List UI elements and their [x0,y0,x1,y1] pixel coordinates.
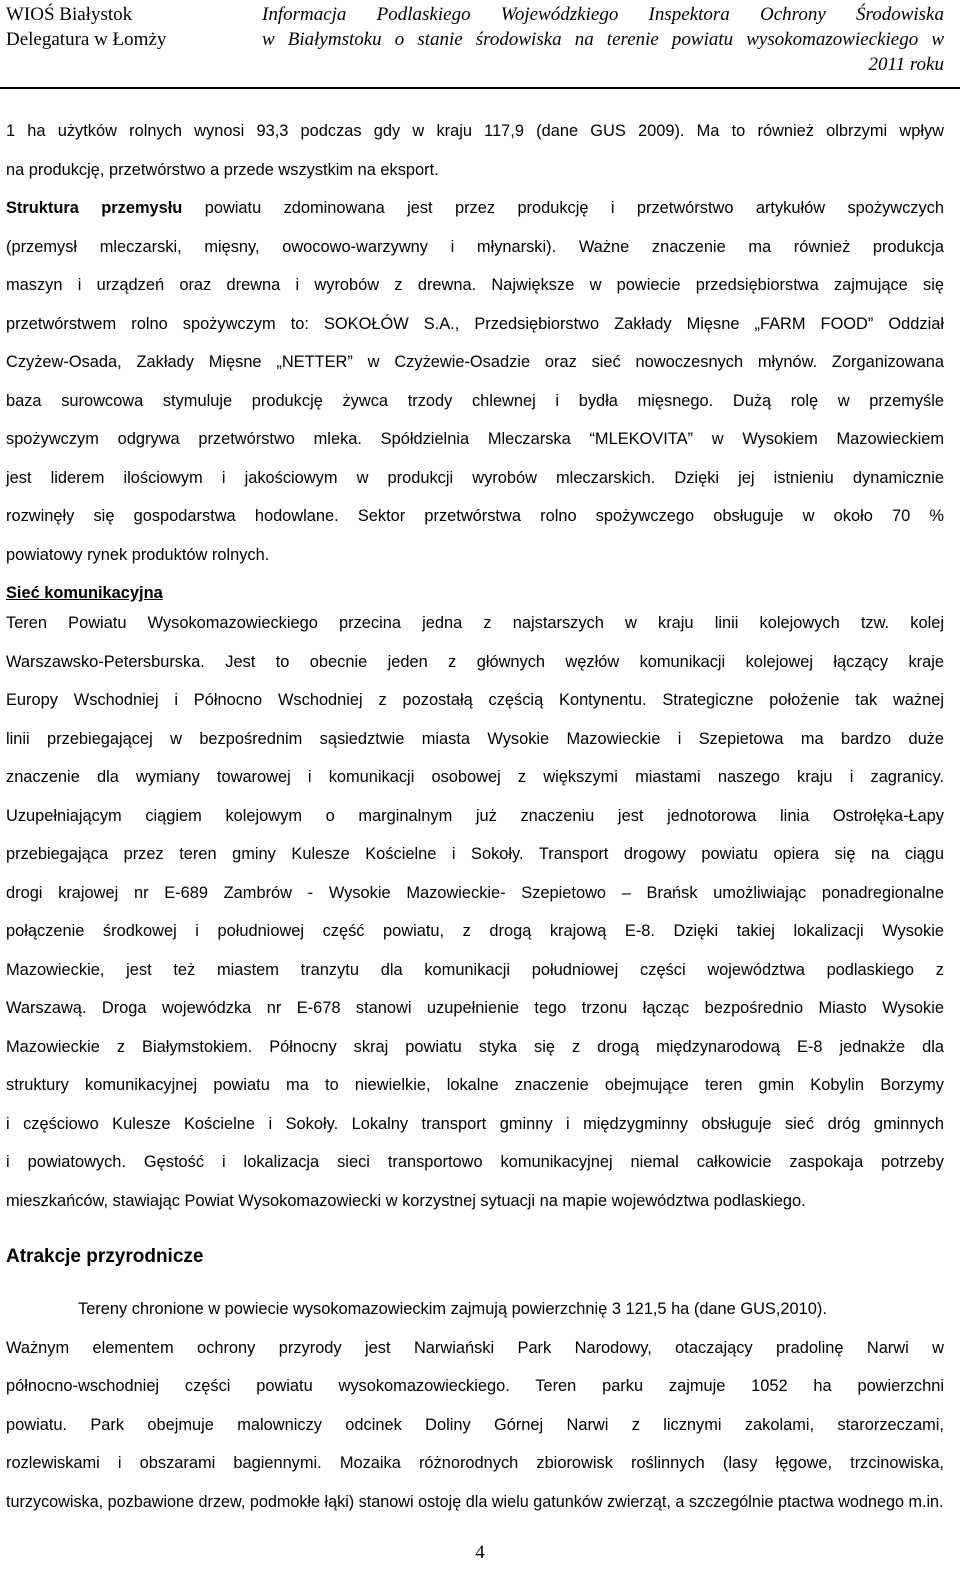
text-line: mieszkańców, stawiając Powiat Wysokomazowiecki w korzystnej sytuacji na mapie województwa podlaskiego. [6,1191,806,1210]
paragraph-nature [6,1290,944,1521]
section-heading-nature: Atrakcje przyrodnicze [6,1246,204,1267]
text-line: powiatowy rynek produktów rolnych. [6,545,270,564]
text-line: spożywczym odgrywa przetwórstwo mleka. Spółdzielnia Mleczarska “MLEKOVITA” w Wysokiem Mazowieckiem [6,430,944,448]
text-line: Mazowieckie, jest też miastem tranzytu dla komunikacji południowej części województwa podlaskiego z [6,960,944,979]
section-heading-network: Sieć komunikacyjna [6,584,163,602]
text-line: Warszawsko-Petersburska. Jest to obecnie jeden z głównych węzłów komunikacji kolejowej łączący kraje [6,652,944,671]
text-line: i częściowo Kulesze Kościelne i Sokoły. Lokalny transport gminny i międzygminny obsługuje sieć dróg gminnych [6,1114,944,1133]
text-line: powiatu. Park obejmuje malowniczy odcinek Doliny Górnej Narwi z licznymi zakolami, starorzeczami, [6,1415,944,1434]
text-line: struktury komunikacyjnej powiatu ma to niewielkie, lokalne znaczenie obejmujące teren gmin Kobylin Borzymy [6,1076,944,1094]
text-line: 1 ha użytków rolnych wynosi 93,3 podczas gdy w kraju 117,9 (dane GUS 2009). Ma to również olbrzymi wpływ [6,122,944,140]
text-line: znaczenie dla wymiany towarowej i komunikacji osobowej z większymi miastami naszego kraju i zagranicy. [6,768,944,786]
text-line: połączenie środkowej i południowej część powiatu, z drogą krajową E-8. Dzięki takiej lokalizacji Wysokie [6,922,944,940]
text-line: (przemysł mleczarski, mięsny, owocowo-warzywny i młynarski). Ważne znaczenie ma również produkcja [6,237,944,256]
document-body [6,112,944,1521]
text-line: Tereny chronione w powiecie wysokomazowieckim zajmują powierzchnię 3 121,5 ha (dane GUS,2010). [78,1300,827,1318]
text-line: Ważnym elementem ochrony przyrody jest Narwiański Park Narodowy, otaczający pradolinę Narwi w [6,1338,944,1357]
text-line: przetwórstwem rolno spożywczym to: SOKOŁÓW S.A., Przedsiębiorstwo Zakłady Mięsne „FARM FOOD” Oddział [6,314,944,333]
text-line: i powiatowych. Gęstość i lokalizacja sieci transportowo komunikacyjnej niemal całkowicie zaspokaja potrzeby [6,1153,944,1171]
paragraph-network [6,604,944,1220]
header-title-line-2: w Białymstoku o stanie środowiska na terenie powiatu wysokomazowieckiego w [262,29,944,50]
text-line: rozwinęły się gospodarstwa hodowlane. Sektor przetwórstwa rolno spożywczego obsługuje w około 70 % [6,507,944,525]
header-report-title [262,2,944,77]
text-line: przebiegająca przez teren gminy Kulesze Kościelne i Sokoły. Transport drogowy powiatu opiera się na ciągu [6,845,944,863]
header-title-line-3: 2011 roku [868,54,944,75]
header-title-line-1: Informacja Podlaskiego Wojewódzkiego Inspektora Ochrony Środowiska [262,4,944,25]
text-line: Europy Wschodniej i Północno Wschodniej z pozostałą częścią Kontynentu. Strategiczne położenie tak ważnej [6,691,944,709]
paragraph-agriculture [6,112,944,189]
paragraph-industry [6,189,944,574]
text-line: maszyn i urządzeń oraz drewna i wyrobów z drewna. Największe w powiecie przedsiębiorstwa zajmujące się [6,276,944,294]
industry-structure-label: Struktura przemysłu [6,199,183,217]
text-line: Uzupełniającym ciągiem kolejowym o marginalnym już znaczeniu jest jednotorowa linia Ostrołęka-Łapy [6,806,944,825]
text-line: Warszawą. Droga wojewódzka nr E-678 stanowi uzupełnienie tego trzonu łącząc bezpośrednio Miasto Wysokie [6,999,944,1017]
text-line: Czyżew-Osada, Zakłady Mięsne „NETTER” w Czyżewie-Osadzie oraz sieć nowoczesnych młynów. Zorganizowana [6,353,944,371]
page-header [0,0,960,88]
page-number: 4 [475,1542,485,1563]
header-divider [0,87,960,89]
header-delegation: Delegatura w Łomży [6,29,167,50]
text-line: Mazowieckie z Białymstokiem. Północny skraj powiatu styka się z drogą międzynarodową E-8 jednakże dla [6,1037,944,1056]
header-org [6,2,166,52]
text-line: baza surowcowa stymuluje produkcję żywca trzody chlewnej i bydła mięsnego. Dużą rolę w przemyśle [6,391,944,410]
text-line: rozlewiskami i obszarami bagiennymi. Mozaika różnorodnych zbiorowisk roślinnych (lasy łęgowe, trzcinowiska, [6,1454,944,1472]
header-org-name: WIOŚ Białystok [6,4,133,25]
text-line [6,189,944,228]
text-line: na produkcję, przetwórstwo a przede wszystkim na eksport. [6,160,439,179]
text-line: Teren Powiatu Wysokomazowieckiego przecina jedna z najstarszych w kraju linii kolejowych tzw. kolej [6,614,944,632]
text-line: drogi krajowej nr E-689 Zambrów - Wysokie Mazowieckie- Szepietowo – Brańsk umożliwiając ponadregionalne [6,883,944,902]
text-line: turzycowiska, pozbawione drzew, podmokłe łąki) stanowi ostoję dla wielu gatunków zwierząt, a szczególnie ptactwa wodnego m.in. [6,1492,944,1511]
text-line: jest liderem ilościowym i jakościowym w produkcji wyrobów mleczarskich. Dzięki jej istnieniu dynamicznie [6,468,944,487]
text-line: linii przebiegającej w bezpośrednim sąsiedztwie miasta Wysokie Mazowieckie i Szepietowa ma bardzo duże [6,729,944,748]
text-line: północno-wschodniej części powiatu wysokomazowieckiego. Teren parku zajmuje 1052 ha powierzchni [6,1377,944,1395]
text-run: powiatu zdominowana jest przez produkcję i przetwórstwo artykułów spożywczych [182,199,944,217]
